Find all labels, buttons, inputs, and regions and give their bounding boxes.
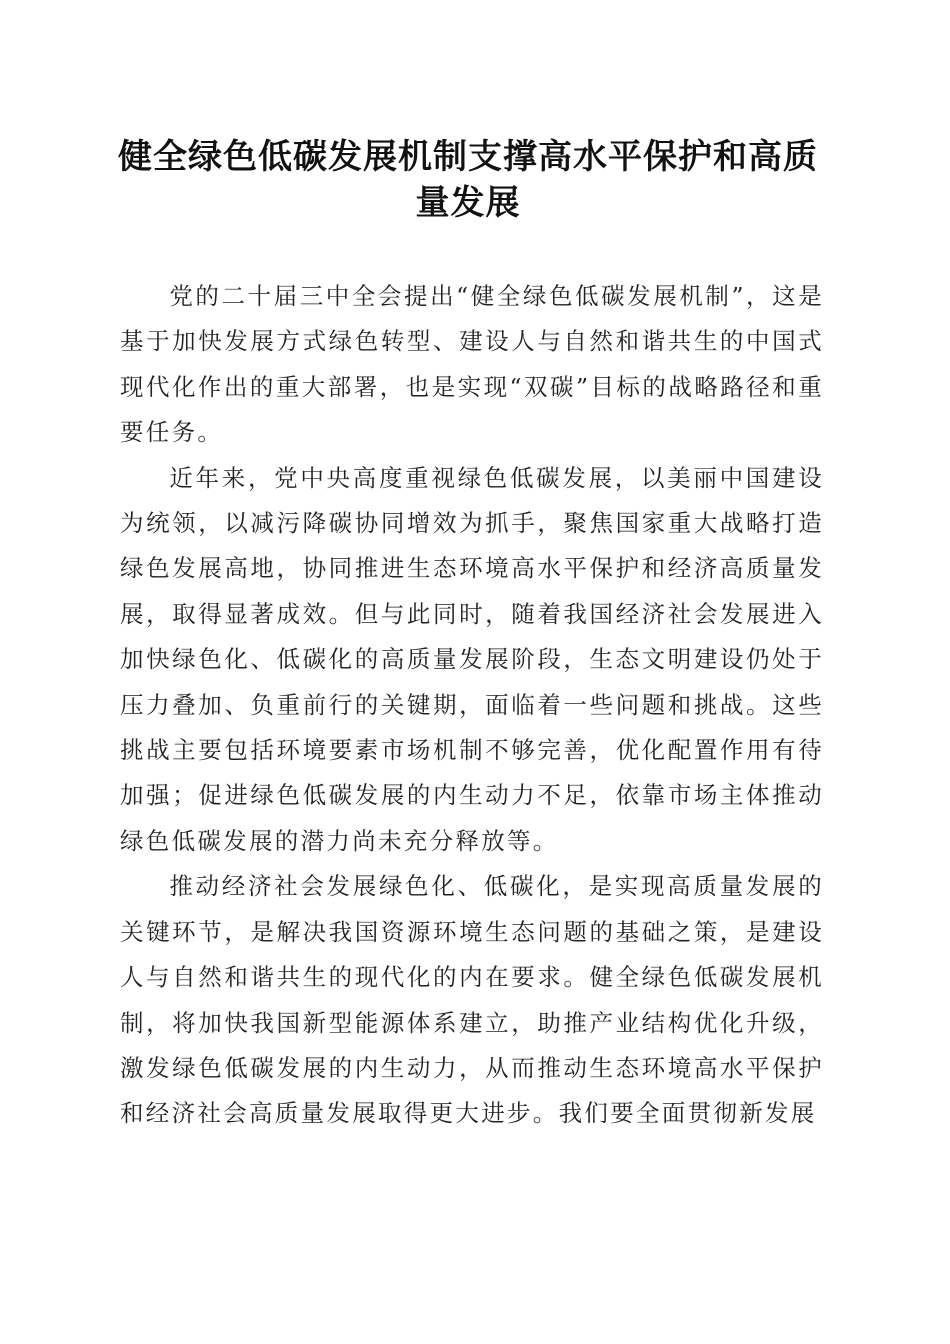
paragraph-3: 推动经济社会发展绿色化、低碳化，是实现高质量发展的关键环节，是解决我国资源环境生态问题的基础之策，是建设人与自然和谐共生的现代化的内在要求。健全绿色低碳发展机制，将加快我国新型能源体系建立，助推产业结构优化升级，激发绿色低碳发展的内生动力，从而推动生态环境高水平保护和经济社会高质量发展取得更大进步。我们要全面贯彻新发展 xyxy=(120,872,824,1128)
document-body xyxy=(120,274,824,1137)
document-title: 健全绿色低碳发展机制支撑高水平保护和高质量发展 xyxy=(118,137,818,223)
paragraph-2: 近年来，党中央高度重视绿色低碳发展，以美丽中国建设为统领，以减污降碳协同增效为抓手，聚焦国家重大战略打造绿色发展高地，协同推进生态环境高水平保护和经济高质量发展，取得显著成效。但与此同时，随着我国经济社会发展进入加快绿色化、低碳化的高质量发展阶段，生态文明建设仍处于压力叠加、负重前行的关键期，面临着一些问题和挑战。这些挑战主要包括环境要素市场机制不够完善，优化配置作用有待加强；促进绿色低碳发展的内生动力不足，依靠市场主体推动绿色低碳发展的潜力尚未充分释放等。 xyxy=(120,463,824,855)
paragraph-1: 党的二十届三中全会提出“健全绿色低碳发展机制”，这是基于加快发展方式绿色转型、建设人与自然和谐共生的中国式现代化作出的重大部署，也是实现“双碳”目标的战略路径和重要任务。 xyxy=(120,282,824,447)
